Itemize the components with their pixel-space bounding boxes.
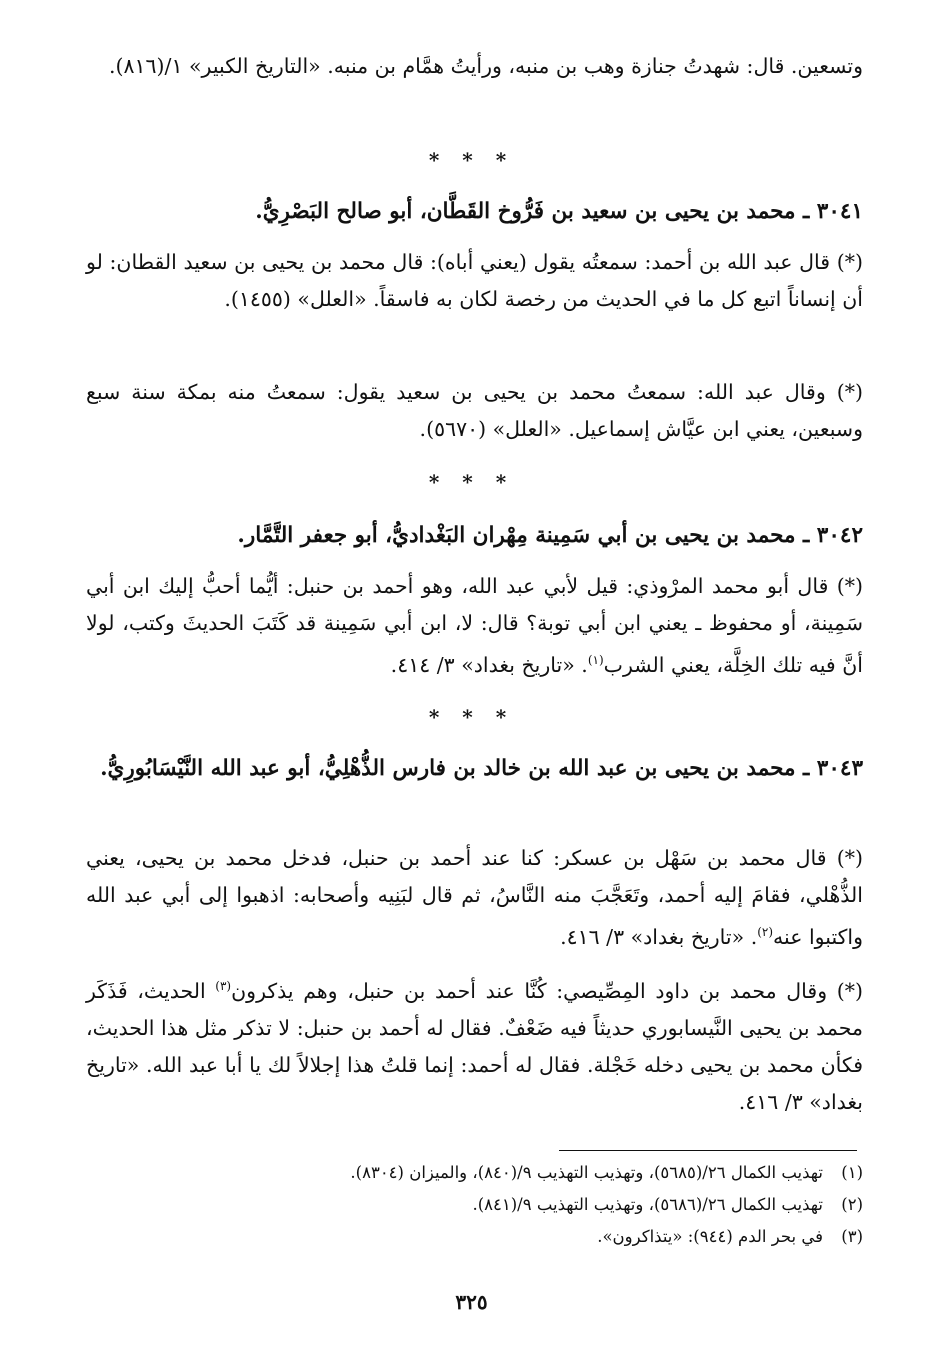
footnote-mark-3: (٣) xyxy=(215,979,232,993)
footnote-3 xyxy=(86,1224,863,1250)
footnote-1 xyxy=(86,1160,863,1186)
section-separator: * * * xyxy=(428,705,515,729)
footnote-2 xyxy=(86,1192,863,1218)
footnote-divider xyxy=(559,1150,857,1151)
entry-3043-paragraph-2 xyxy=(86,968,863,1121)
entry-3043-text-2b: الحديث، فَذَكَر محمد بن يحيى النَّيسابوري حديثاً فيه ضَعْفٌ. فقال له أحمد بن حنبل: لا تذكر مثل هذا الحديث، فكأن محمد بن يحيى دخله خَجْلة. فقال له أحمد: إنما قلتُ هذا إجلالاً لك يا أبا عبد الله. «تاريخ بغداد» ٣/ ٤١٦. xyxy=(86,978,863,1114)
entry-3043-text-2a: (*) وقال محمد بن داود المِصِّيصي: كُنَّا عند أحمد بن حنبل، وهم يذكرون xyxy=(231,978,863,1003)
section-separator: * * * xyxy=(428,148,515,172)
footnote-text: تهذيب الكمال ٢٦/(٥٦٨٦)، وتهذيب التهذيب ٩/(٨٤١). xyxy=(472,1195,823,1214)
footnote-number: (٢) xyxy=(841,1195,863,1214)
footnote-text: تهذيب الكمال ٢٦/(٥٦٨٥)، وتهذيب التهذيب ٩/(٨٤٠)، والميزان (٨٣٠٤). xyxy=(350,1163,823,1182)
footnote-text: في بحر الدم (٩٤٤): «يتذاكرون». xyxy=(597,1227,823,1246)
entry-3043-text-1: (*) قال محمد بن سَهْل بن عسكر: كنا عند أحمد بن حنبل، فدخل محمد بن يحيى، يعني الذُّهْلي، فقامَ إليه أحمد، وتَعَجَّبَ منه النَّاسُ، ثم قال لبَنِيه وأصحابه: اذهبوا إلى أبي عبد الله واكتبوا عنه xyxy=(86,846,863,949)
continued-paragraph: وتسعين. قال: شهدتُ جنازة وهب بن منبه، ورأيتُ همَّام بن منبه. «التاريخ الكبير» ١/(٨١٦). xyxy=(108,54,863,78)
section-separator: * * * xyxy=(428,470,515,494)
entry-heading-3041: ٣٠٤١ ـ محمد بن يحيى بن سعيد بن فَرُّوخ القَطَّان، أبو صالح البَصْرِيُّ. xyxy=(255,199,863,224)
footnote-mark-1: (١) xyxy=(587,653,604,667)
entry-3042-text: (*) قال أبو محمد المرْوذي: قيل لأبي عبد الله، وهو أحمد بن حنبل: أيُّما أحبُّ إليك ابن أبي سَمِينة، أو محفوظ ـ يعني ابن أبي توبة؟ قال: لا، ابن أبي سَمِينة قد كَتَبَ الحديثَ وكتب، لولا أنَّ فيه تلك الخِلَّة، يعني الشرب xyxy=(86,574,863,677)
page-number: ٣٢٥ xyxy=(455,1290,488,1314)
entry-3042-source: . «تاريخ بغداد» ٣/ ٤١٤. xyxy=(390,652,588,677)
entry-heading-3043: ٣٠٤٣ ـ محمد بن يحيى بن عبد الله بن خالد بن فارس الذُّهْلِيُّ، أبو عبد الله النَّيْسَابُورِيُّ. xyxy=(100,756,863,781)
entry-heading-3042: ٣٠٤٢ ـ محمد بن يحيى بن أبي سَمِينة مِهْران البَغْداديُّ، أبو جعفر التَّمَّار. xyxy=(237,523,863,548)
footnote-mark-2: (٢) xyxy=(757,925,774,939)
entry-3041-paragraph-1: (*) قال عبد الله بن أحمد: سمعتُه يقول (يعني أباه): قال محمد بن يحيى بن سعيد القطان: لو أن إنساناً اتبع كل ما في الحديث من رخصة لكان به فاسقاً. «العلل» (١٤٥٥). xyxy=(86,250,863,311)
footnote-number: (١) xyxy=(841,1163,863,1182)
entry-3042-paragraph xyxy=(86,568,863,684)
footnote-number: (٣) xyxy=(841,1227,863,1246)
entry-3043-paragraph-1 xyxy=(86,840,863,956)
entry-3041-paragraph-2: (*) وقال عبد الله: سمعتُ محمد بن يحيى بن سعيد يقول: سمعتُ منه بمكة سنة سبع وسبعين، يعني ابن عيَّاش إسماعيل. «العلل» (٥٦٧٠). xyxy=(86,380,863,441)
entry-3043-source-1: . «تاريخ بغداد» ٣/ ٤١٦. xyxy=(560,924,758,949)
